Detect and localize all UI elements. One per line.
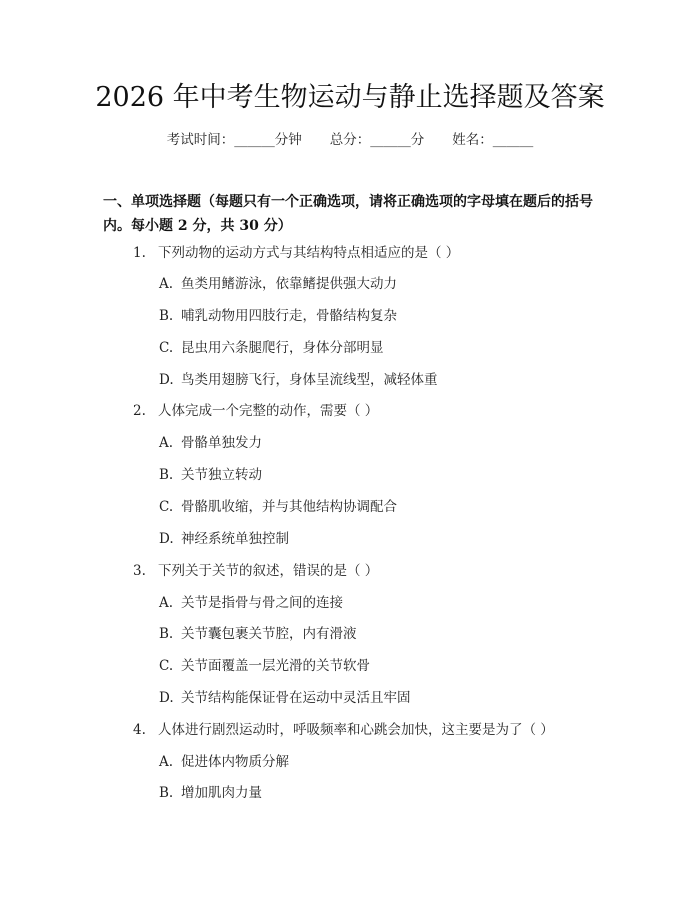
- question-number: 2.: [133, 403, 146, 419]
- question-number: 1.: [133, 245, 146, 261]
- exam-name: 姓名：______: [452, 132, 534, 148]
- question: [133, 243, 613, 263]
- option-text: 关节囊包裹关节腔，内有滑液: [181, 626, 357, 642]
- option: [159, 656, 599, 676]
- option: [159, 433, 599, 453]
- option-letter: C.: [159, 499, 174, 515]
- question-text: 下列关于关节的叙述，错误的是（ ）: [158, 563, 379, 579]
- option-letter: B.: [159, 308, 174, 324]
- option-text: 骨骼单独发力: [181, 435, 262, 451]
- option-letter: D.: [159, 531, 174, 547]
- option-letter: A.: [159, 435, 174, 451]
- option-letter: D.: [159, 372, 174, 388]
- exam-time: 考试时间：______分钟: [166, 132, 302, 148]
- option-letter: B.: [159, 785, 174, 801]
- option: [159, 752, 599, 772]
- page-title: 2026 年中考生物运动与静止选择题及答案: [95, 82, 605, 113]
- option-letter: A.: [159, 754, 174, 770]
- option-letter: B.: [159, 626, 174, 642]
- option-text: 增加肌肉力量: [181, 785, 262, 801]
- option-text: 鸟类用翅膀飞行，身体呈流线型，减轻体重: [181, 372, 438, 388]
- option: [159, 465, 599, 485]
- option-letter: C.: [159, 340, 174, 356]
- exam-meta: [0, 130, 700, 150]
- option-text: 关节是指骨与骨之间的连接: [181, 595, 343, 611]
- option-letter: A.: [159, 276, 174, 292]
- question-text: 人体进行剧烈运动时，呼吸频率和心跳会加快，这主要是为了（ ）: [158, 722, 554, 738]
- option-text: 神经系统单独控制: [181, 531, 289, 547]
- question: [133, 561, 613, 581]
- section-heading: 一、单项选择题（每题只有一个正确选项，请将正确选项的字母填在题后的括号内。每小题 2 分，共 30 分）: [103, 194, 593, 234]
- option-text: 骨骼肌收缩，并与其他结构协调配合: [181, 499, 397, 515]
- option: [159, 529, 599, 549]
- exam-score: 总分：______分: [329, 132, 425, 148]
- option: [159, 306, 599, 326]
- option: [159, 593, 599, 613]
- option: [159, 688, 599, 708]
- question-text: 人体完成一个完整的动作，需要（ ）: [158, 403, 379, 419]
- option-text: 鱼类用鳍游泳，依靠鳍提供强大动力: [181, 276, 397, 292]
- option-letter: D.: [159, 690, 174, 706]
- option: [159, 370, 599, 390]
- option-text: 关节面覆盖一层光滑的关节软骨: [181, 658, 370, 674]
- option-letter: C.: [159, 658, 174, 674]
- option-letter: A.: [159, 595, 174, 611]
- option-text: 关节结构能保证骨在运动中灵活且牢固: [181, 690, 411, 706]
- question: [133, 401, 613, 421]
- question-number: 4.: [133, 722, 146, 738]
- option-text: 促进体内物质分解: [181, 754, 289, 770]
- option-text: 关节独立转动: [181, 467, 262, 483]
- question-text: 下列动物的运动方式与其结构特点相适应的是（ ）: [158, 245, 460, 261]
- option: [159, 274, 599, 294]
- option-text: 昆虫用六条腿爬行，身体分部明显: [181, 340, 384, 356]
- option-letter: B.: [159, 467, 174, 483]
- option: [159, 338, 599, 358]
- option: [159, 624, 599, 644]
- option-text: 哺乳动物用四肢行走，骨骼结构复杂: [181, 308, 397, 324]
- question: [133, 720, 613, 740]
- question-number: 3.: [133, 563, 146, 579]
- option: [159, 497, 599, 517]
- option: [159, 783, 599, 803]
